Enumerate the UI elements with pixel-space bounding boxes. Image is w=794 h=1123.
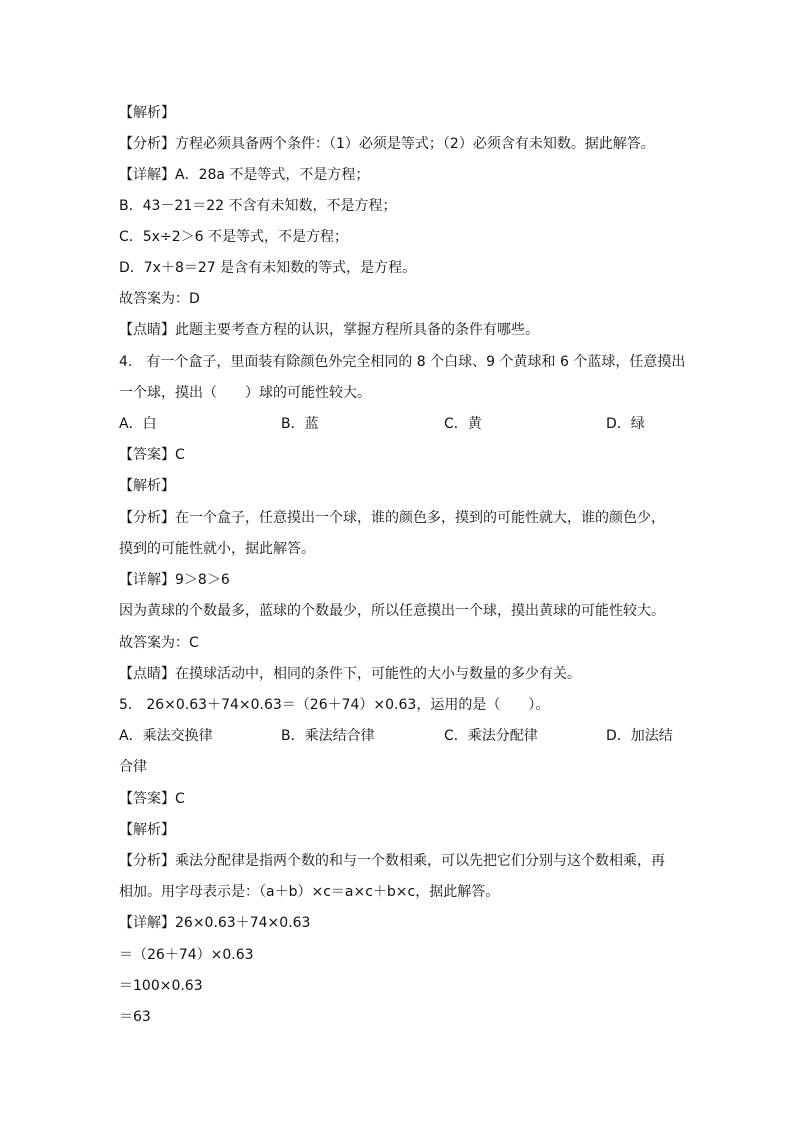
analysis-text: 【分析】方程必须具备两个条件：（1）必须是等式；（2）必须含有未知数。据此解答。 <box>119 136 655 152</box>
section-heading: 【解析】 <box>119 105 175 121</box>
detail-text: ＝（26＋74）×0.63 <box>119 947 254 963</box>
question-text: 4. 有一个盒子，里面装有除颜色外完全相同的 8 个白球、9 个黄球和 6 个蓝球，任意摸出 <box>119 354 686 370</box>
q4-options <box>119 414 679 434</box>
detail-text: D．7x＋8＝27 是含有未知数的等式，是方程。 <box>119 260 417 276</box>
detail-text: ＝63 <box>119 1009 151 1025</box>
answer-line: 故答案为：D <box>119 291 200 307</box>
option-d: D．加法结 <box>606 728 673 744</box>
option-continuation: 合律 <box>119 759 147 775</box>
option-a: A．白 <box>119 416 157 432</box>
answer-line: 故答案为：C <box>119 635 199 651</box>
option-c: C．乘法分配律 <box>444 728 538 744</box>
detail-text: 【详解】9＞8＞6 <box>119 572 230 588</box>
section-heading: 【解析】 <box>119 822 175 838</box>
detail-text: 【详解】A．28a 不是等式，不是方程； <box>119 167 370 183</box>
option-c: C．黄 <box>444 416 482 432</box>
option-d: D．绿 <box>606 416 645 432</box>
analysis-text: 【分析】在一个盒子，任意摸出一个球，谁的颜色多，摸到的可能性就大，谁的颜色少， <box>119 510 665 526</box>
answer-label: 【答案】C <box>119 791 185 807</box>
q5-options <box>119 726 679 746</box>
analysis-text: 相加。用字母表示是：（a＋b）×c＝a×c＋b×c，据此解答。 <box>119 884 500 900</box>
analysis-text: 【分析】乘法分配律是指两个数的和与一个数相乘，可以先把它们分别与这个数相乘，再 <box>119 853 665 869</box>
option-b: B．蓝 <box>281 416 319 432</box>
option-a: A．乘法交换律 <box>119 728 213 744</box>
option-b: B．乘法结合律 <box>281 728 375 744</box>
remark-text: 【点睛】此题主要考查方程的认识，掌握方程所具备的条件有哪些。 <box>119 322 539 338</box>
detail-text: 【详解】26×0.63＋74×0.63 <box>119 915 311 931</box>
detail-text: B．43－21＝22 不含有未知数，不是方程； <box>119 198 397 214</box>
analysis-text: 摸到的可能性就小，据此解答。 <box>119 541 315 557</box>
detail-text: C．5x÷2＞6 不是等式，不是方程； <box>119 229 348 245</box>
question-text: 一个球，摸出（ ）球的可能性较大。 <box>119 385 371 401</box>
remark-text: 【点睛】在摸球活动中，相同的条件下，可能性的大小与数量的多少有关。 <box>119 666 581 682</box>
detail-text: ＝100×0.63 <box>119 978 203 994</box>
question-text: 5. 26×0.63＋74×0.63＝（26＋74）×0.63，运用的是（ ）。 <box>119 697 550 713</box>
detail-text: 因为黄球的个数最多，蓝球的个数最少，所以任意摸出一个球，摸出黄球的可能性较大。 <box>119 603 665 619</box>
section-heading: 【解析】 <box>119 478 175 494</box>
answer-label: 【答案】C <box>119 447 185 463</box>
